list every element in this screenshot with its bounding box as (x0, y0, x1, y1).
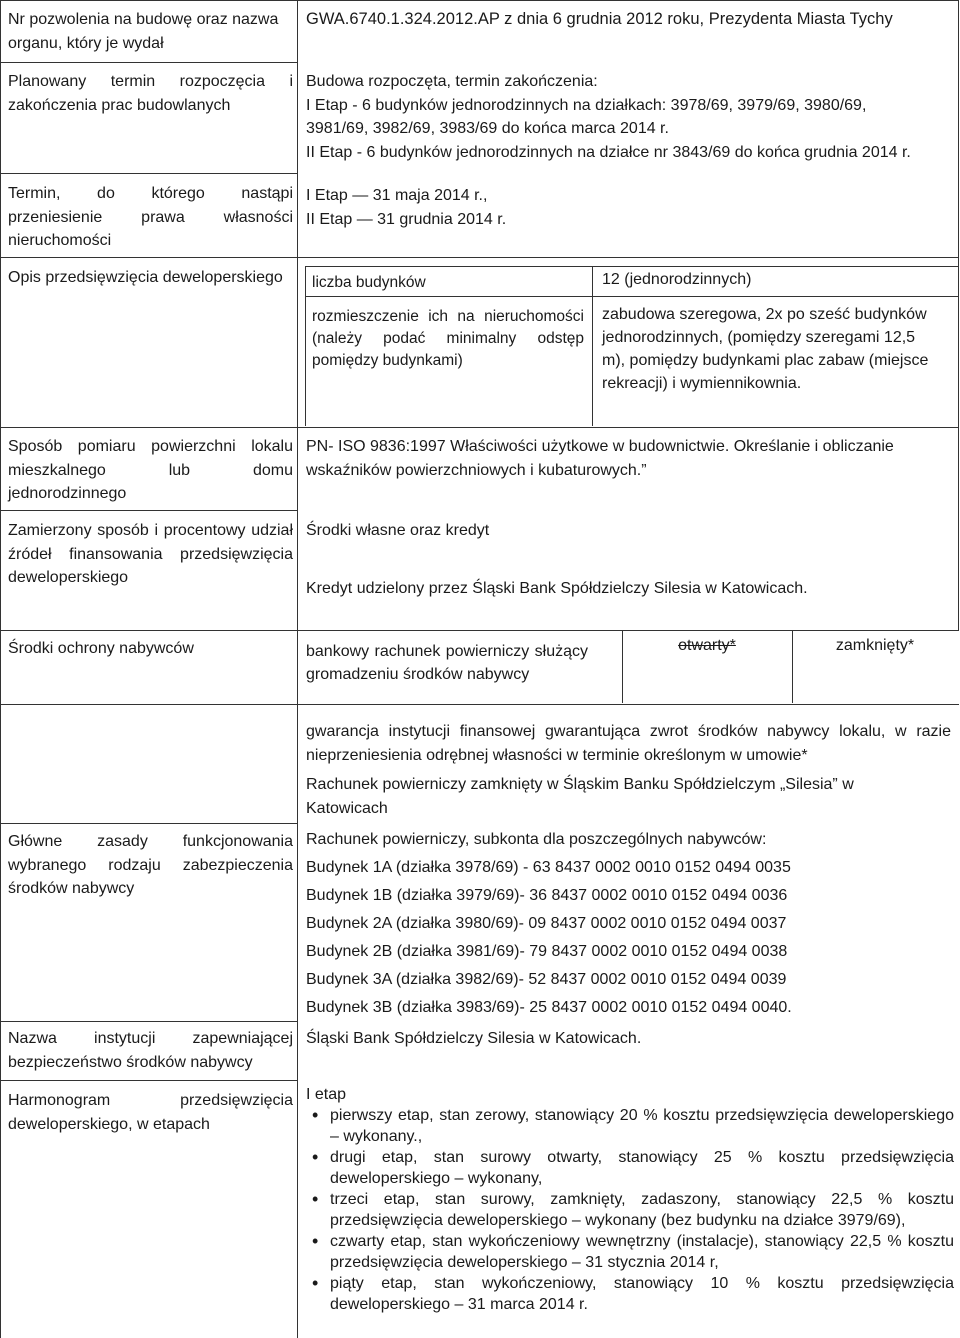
guarantee-text: gwarancja instytucji finansowej gwarantująca zwrot środków nabywcy lokalu, w razie nieprzeniesienia odrębnej własności w terminie określonym w umowie* (306, 723, 951, 764)
schedule-line: I Etap - 6 budynków jednorodzinnych na działkach: 3978/69, 3979/69, 3980/69, (306, 96, 867, 114)
timeline-label: Harmonogram przedsięwzięcia deweloperskiego, w etapach (8, 1092, 293, 1133)
institution-label: Nazwa instytucji zapewniającej bezpieczeństwo środków nabywcy (8, 1030, 293, 1071)
inner-table-border (305, 266, 306, 426)
row-divider (0, 0, 959, 1)
measure-value: PN- ISO 9836:1997 Właściwości użytkowe w budownictwie. Określanie i obliczanie wskaźników powierzchniowych i kubaturowych.” (306, 438, 894, 479)
account-line: Budynek 1B (działka 3979/69)- 36 8437 0002 0010 0152 0494 0036 (306, 887, 788, 904)
schedule-line: 3981/69, 3982/69, 3983/69 do końca marca 2014 r. (306, 120, 669, 137)
row-divider (0, 257, 959, 258)
account-line: Budynek 3B (działka 3983/69)- 25 8437 0002 0010 0152 0494 0040. (306, 999, 792, 1016)
principles-label: Główne zasady funkcjonowania wybranego rodzaju zabezpieczenia środków nabywcy (8, 833, 293, 897)
financing-value-2: Kredyt udzielony przez Śląski Bank Spółdzielczy Silesia w Katowicach. (306, 580, 808, 597)
account-line: Budynek 1A (działka 3978/69) - 63 8437 0002 0010 0152 0494 0035 (306, 859, 791, 876)
timeline-item: • piąty etap, stan wykończeniowy, stanowiący 10 % kosztu przedsięwzięcia deweloperskiego – 31 marca 2014 r. (306, 1273, 954, 1315)
row-divider (0, 1080, 297, 1081)
row-divider (0, 173, 297, 174)
escrow-table-border (297, 704, 959, 705)
description-label: Opis przedsięwzięcia deweloperskiego (8, 269, 283, 286)
permit-value: GWA.6740.1.324.2012.AP z dnia 6 grudnia 2012 roku, Prezydenta Miasta Tychy (306, 10, 893, 28)
row-divider (0, 630, 959, 631)
protection-label: Środki ochrony nabywców (8, 640, 194, 657)
schedule-label: Planowany termin rozpoczęcia i zakończenia prac budowlanych (8, 73, 293, 114)
row-divider (0, 62, 297, 63)
permit-label: Nr pozwolenia na budowę oraz nazwa organu, który je wydał (8, 11, 279, 52)
row-divider (0, 823, 297, 824)
account-line: Budynek 2B (działka 3981/69)- 79 8437 0002 0010 0152 0494 0038 (306, 943, 788, 960)
page-left-border (0, 0, 1, 1338)
inner-table-border (592, 266, 593, 426)
transfer-line: II Etap — 31 grudnia 2014 r. (306, 210, 507, 228)
schedule-line: Budowa rozpoczęta, termin zakończenia: (306, 73, 598, 90)
timeline-item: • trzeci etap, stan surowy, zamknięty, zadaszony, stanowiący 22,5 % kosztu przedsięwzięcia deweloperskiego – wykonany (bez budynku na działce 3979/69), (306, 1189, 954, 1231)
row-divider (0, 1021, 297, 1022)
financing-label: Zamierzony sposób i procentowy udział źródeł finansowania przedsięwzięcia deweloperskiego (8, 522, 293, 586)
schedule-line: II Etap - 6 budynków jednorodzinnych na działce nr 3843/69 do końca grudnia 2014 r. (306, 143, 911, 161)
financing-value-1: Środki własne oraz kredyt (306, 522, 490, 539)
row-divider (0, 510, 297, 511)
escrow-closed-option: zamknięty* (835, 637, 915, 654)
timeline-heading: I etap (306, 1086, 347, 1103)
layout-value: zabudowa szeregowa, 2x po sześć budynków jednorodzinnych, (pomiędzy szeregami 12,5 m), pomiędzy budynkami plac zabaw (miejsce rekreacji) i wymiennikownia. (602, 306, 929, 392)
timeline-item: • pierwszy etap, stan zerowy, stanowiący 20 % kosztu przedsięwzięcia deweloperskiego – wykonany., (306, 1105, 954, 1147)
timeline-list (306, 1105, 954, 1315)
transfer-value (306, 184, 956, 231)
timeline-item: • czwarty etap, stan wykończeniowy wewnętrzny (instalacje), stanowiący 22,5 % kosztu przedsięwzięcia deweloperskiego – 31 stycznia 2014 r, (306, 1231, 954, 1273)
timeline-item: • drugi etap, stan surowy otwarty, stanowiący 25 % kosztu przedsięwzięcia deweloperskiego – wykonany, (306, 1147, 954, 1189)
column-divider (297, 0, 298, 1338)
escrow-open-option: otwarty* (678, 637, 736, 654)
transfer-label: Termin, do którego nastąpi przeniesienie prawa własności nieruchomości (8, 185, 293, 249)
inner-table-border (305, 266, 958, 267)
escrow-label: bankowy rachunek powierniczy służący gromadzeniu środków nabywcy (306, 643, 588, 683)
row-divider (0, 704, 297, 705)
layout-label: rozmieszczenie ich na nieruchomości (należy podać minimalny odstęp pomiędzy budynkami) (312, 308, 584, 369)
measure-label: Sposób pomiaru powierzchni lokalu mieszkalnego lub domu jednorodzinnego (8, 438, 293, 502)
transfer-line: I Etap — 31 maja 2014 r., (306, 187, 488, 204)
account-line: Budynek 3A (działka 3982/69)- 52 8437 0002 0010 0152 0494 0039 (306, 971, 787, 988)
row-divider (0, 427, 959, 428)
page-right-border (958, 0, 959, 630)
inner-table-border (305, 296, 958, 297)
account-line: Budynek 2A (działka 3980/69)- 09 8437 0002 0010 0152 0494 0037 (306, 915, 787, 932)
institution-value: Śląski Bank Spółdzielczy Silesia w Katowicach. (306, 1030, 642, 1047)
buildings-count-label: liczba budynków (312, 274, 426, 291)
escrow-closed-text: Rachunek powierniczy zamknięty w Śląskim Banku Spółdzielczym „Silesia” w Katowicach (306, 776, 854, 817)
principles-intro: Rachunek powierniczy, subkonta dla poszczególnych nabywców: (306, 831, 767, 848)
buildings-count-value: 12 (jednorodzinnych) (602, 271, 752, 288)
schedule-value (306, 70, 956, 164)
